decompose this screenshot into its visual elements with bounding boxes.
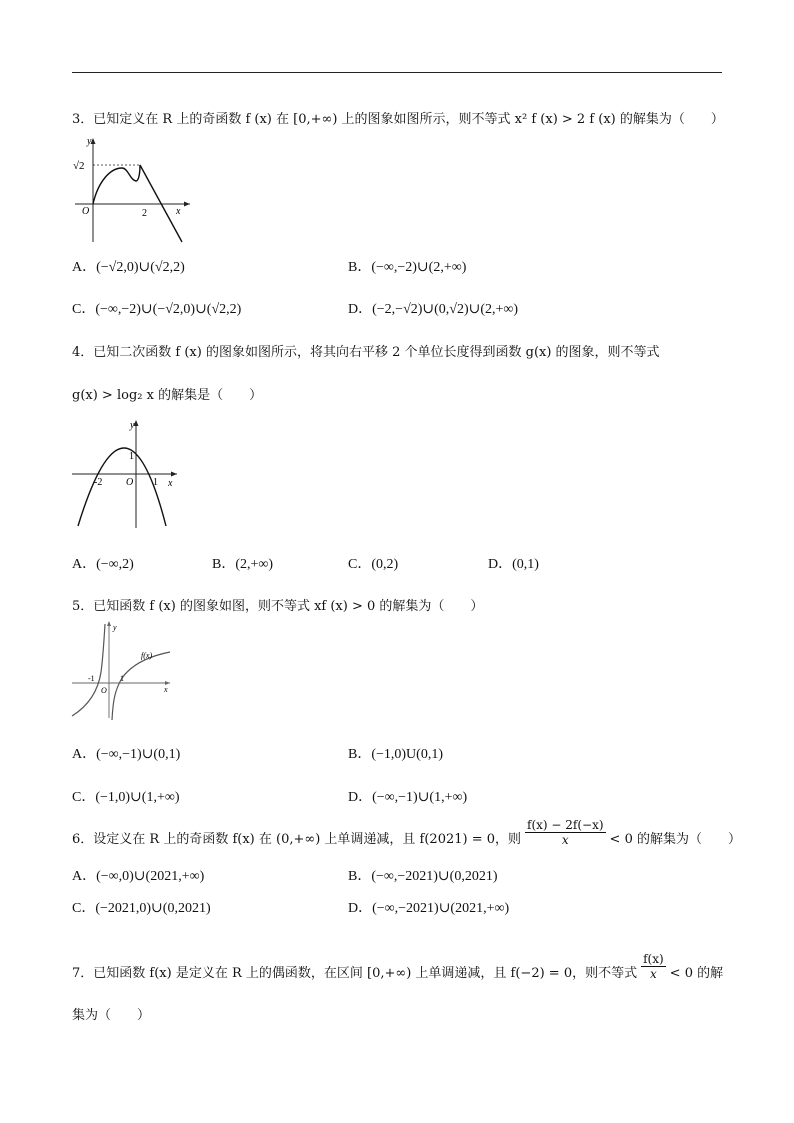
q6-option-d[interactable]: D．(−∞,−2021)∪(2021,+∞) — [348, 901, 510, 916]
q5-left-branch — [72, 624, 105, 716]
q3-figure — [70, 132, 195, 244]
q6-stem-tail: < 0 的解集为（ ） — [609, 832, 741, 847]
q4-y-one-label: 1 — [129, 451, 134, 462]
q4-option-c[interactable]: C．(0,2) — [348, 557, 399, 572]
q3-x-arrow — [184, 202, 190, 207]
q6-option-c[interactable]: C．(−2021,0)∪(0,2021) — [72, 901, 211, 916]
q4-x-label: x — [168, 478, 173, 489]
q3-option-d[interactable]: D．(−2,−√2)∪(0,√2)∪(2,+∞) — [348, 302, 519, 317]
q4-x-arrow — [171, 472, 177, 477]
q4-option-b[interactable]: B．(2,+∞) — [212, 557, 274, 572]
q5-origin-label: O — [101, 686, 107, 695]
q4-neg-two-label: -2 — [94, 477, 103, 488]
q5-right-branch — [112, 652, 170, 720]
q6-fraction-denominator: x — [561, 833, 569, 847]
q6-stem-text: 6．设定义在 R 上的奇函数 f(x) 在 (0,+∞) 上单调递减，且 f(2021) = 0，则 — [72, 832, 522, 847]
q5-y-arrow — [107, 621, 111, 626]
q3-option-c[interactable]: C．(−∞,−2)∪(−√2,0)∪(√2,2) — [72, 302, 242, 317]
q5-option-d[interactable]: D．(−∞,−1)∪(1,+∞) — [348, 790, 468, 805]
q7-fraction-numerator: f(x) — [643, 952, 664, 966]
q5-option-c[interactable]: C．(−1,0)∪(1,+∞) — [72, 790, 180, 805]
q5-stem: 5．已知函数 f (x) 的图象如图，则不等式 xf (x) > 0 的解集为（ ） — [72, 599, 484, 614]
q5-figure — [70, 620, 180, 720]
q5-x-label: x — [164, 685, 168, 694]
q3-option-a[interactable]: A．(−√2,0)∪(√2,2) — [72, 260, 185, 275]
q5-y-label: y — [113, 623, 117, 632]
q6-fraction-numerator: f(x) − 2f(−x) — [527, 818, 604, 832]
q5-one-label: 1 — [120, 674, 124, 683]
q7-stem-tail: < 0 的解 — [669, 966, 724, 981]
q7-fraction-denominator: x — [649, 967, 657, 981]
q5-neg-one-label: -1 — [88, 674, 95, 683]
q7-stem-line2: 集为（ ） — [72, 1008, 151, 1023]
q4-option-d[interactable]: D．(0,1) — [488, 557, 539, 572]
q6-fraction — [525, 818, 606, 847]
q7-fraction — [641, 952, 666, 981]
q3-option-b[interactable]: B．(−∞,−2)∪(2,+∞) — [348, 260, 467, 275]
q7-stem — [72, 952, 724, 981]
q5-option-b[interactable]: B．(−1,0)U(0,1) — [348, 747, 443, 762]
q5-option-a[interactable]: A．(−∞,−1)∪(0,1) — [72, 747, 181, 762]
q4-figure — [70, 416, 185, 531]
q3-x-tick: 2 — [142, 208, 147, 219]
q5-curve-label: f(x) — [141, 651, 153, 660]
q6-option-a[interactable]: A．(−∞,0)∪(2021,+∞) — [72, 869, 205, 884]
q6-stem — [72, 818, 741, 847]
q4-x-one-label: 1 — [153, 477, 158, 488]
q4-option-a[interactable]: A．(−∞,2) — [72, 557, 134, 572]
q3-origin-label: O — [82, 206, 90, 217]
q4-stem-line2: g(x) > log₂ x 的解集是（ ） — [72, 388, 263, 403]
q3-x-label: x — [176, 206, 181, 217]
q3-y-label: y — [87, 136, 92, 147]
q3-y-tick: √2 — [73, 160, 85, 172]
q6-option-b[interactable]: B．(−∞,−2021)∪(0,2021) — [348, 869, 498, 884]
q4-stem-line1: 4．已知二次函数 f (x) 的图象如图所示，将其向右平移 2 个单位长度得到函数 g(x) 的图象，则不等式 — [72, 345, 660, 360]
q4-y-label: y — [130, 420, 135, 431]
header-rule — [72, 72, 722, 73]
q3-stem: 3．已知定义在 R 上的奇函数 f (x) 在 [0,+∞) 上的图象如图所示，则不等式 x² f (x) > 2 f (x) 的解集为（ ） — [72, 112, 724, 127]
q7-stem-text: 7．已知函数 f(x) 是定义在 R 上的偶函数，在区间 [0,+∞) 上单调递减，且 f(−2) = 0，则不等式 — [72, 966, 638, 981]
q4-origin-label: O — [126, 477, 134, 488]
